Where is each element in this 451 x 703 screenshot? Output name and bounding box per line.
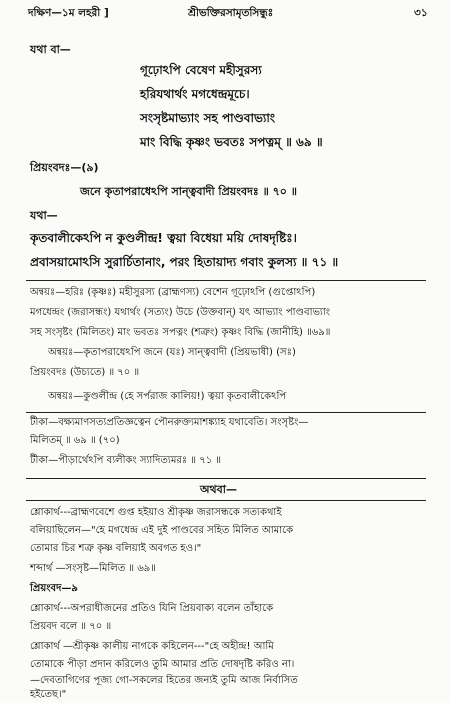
translation-line: প্রিয়ংবদ—৯ [30,583,78,594]
translation-line: শ্লোকার্থ---অপরাধীজনের প্রতিও যিনি প্রিয়বাক্য বলেন তাঁহাকে [30,603,274,614]
tika-line: টীকা—বক্ষ্যমাণসত্যপ্রতিজ্ঞত্বেন পৌনরুক্ত্যমাশঙ্ক্যাহ যথাবেতি। সংসৃষ্টং— [30,417,309,428]
translation-line: শ্লোকার্থ---ব্রাহ্মণবেশে গুপ্ত হইয়াও শ্রীকৃষ্ণ জরাসন্ধকে সত্যকথাই [30,507,282,518]
divider [26,280,426,281]
verse-line: গূঢ়োঽপি বেষেণ মহীসুরস্য [140,63,262,77]
translation-line: বলিয়াছিলেন—"হে মগধেন্দ্র এই দুই পাণ্ডবের সহিত মিলিত আমাকে [30,525,294,536]
verse-line: কৃতবালীকেঽপি ন কুণ্ডলীন্দ্র! ত্বয়া বিধেয়া ময়ি দোষদৃষ্টিঃ। [30,231,297,245]
page-number: ৩১ [414,7,428,19]
section-heading: প্রিয়ংবদঃ—(৯) [30,161,99,174]
book-title: শ্রীভক্তিরসামৃতসিন্ধুঃ [188,7,274,19]
anvaya-line: অন্বয়ঃ—কৃতাপরাধেঽপি জনে (যঃ) সান্ত্ববাদী (প্রিয়ভাষী) (সঃ) [48,347,296,358]
translation-line: প্রিয়বদ বলে ॥ ৭০ ॥ [30,621,112,632]
tika-line: মিলিতম্ ॥ ৬৯ ॥ (৭০) [30,435,120,446]
anvaya-line: সহ সংসৃষ্টং (মিলিতং) মাং ভবতঃ সপত্নং (শত্রুং) কৃষ্ণং বিদ্ধি (জানীহি) ॥৬৯॥ [30,327,331,338]
translation-line: —দেবতাগিণের পূজ্য গো-সকলের হিতের জন্যই তুমি আজ নির্বাসিত [30,675,298,686]
anvaya-line: অন্বয়ঃ—কুণ্ডলীন্দ্র (হে সর্পরাজ কালিয়!) ত্বয়া কৃতবালীকেঽপি [48,391,287,402]
verse-line: সংসৃষ্টমাভ্যাং সহ পাণ্ডবাভ্যাং [140,111,276,125]
section-heading: অথবা— [200,483,237,496]
verse-line: হরিযথার্থং মগধেন্দ্রমূচে। [140,87,250,101]
translation-line: তোমাকে পীড়া প্রদান করিলেও তুমি আমার প্রতি দোষদৃষ্টি করিও না। [30,659,295,670]
divider [26,500,426,501]
anvaya-line: মগধেন্দ্রং (জরাসন্ধং) যথার্থং (সত্যং) উচে (উক্তবান্) যৎ আভ্যাং পাণ্ডবাভ্যাং [30,307,331,318]
divider [26,478,426,479]
translation-line: তোমার চির শত্রু কৃষ্ণ বলিয়াই অবগত হও।" [30,543,202,554]
tika-line: টীকা—পীড়ার্থেঽপি ব্যলীকং স্যাদিত্যমরঃ ॥ ৭১ ॥ [30,455,222,466]
anvaya-line: প্রিয়ংবদঃ (উচ্যতে) ॥ ৭০ ॥ [30,367,140,378]
verse-line: মাং বিদ্ধি কৃষ্ণং ভবতঃ সপত্নম্ ॥ ৬৯ ॥ [140,135,323,149]
verse-intro: যথা— [30,209,58,222]
verse-line: জনে কৃতাপরাধেঽপি সান্ত্ববাদী প্রিয়ংবদঃ ॥ ৭০ ॥ [80,185,298,198]
divider [26,412,426,413]
chapter-label: দক্ষিণ—১ম লহরী ] [28,7,109,19]
anvaya-line: অন্বয়ঃ—হরিঃ (কৃষ্ণঃ) মহীসুরস্য (ব্রাহ্মণস্য) বেশেন গূঢ়োঽপি (গুপ্তোঽপি) [30,287,316,298]
translation-line: হইতেছ।" [30,689,67,700]
verse-intro: যথা বা— [30,43,71,56]
verse-line: প্রবাসয়ামোঽসি সুরার্চিতানাং, পরং হিতায়াদ্য গবাং কুলস্য ॥ ৭১ ॥ [30,255,339,269]
translation-line: শব্দার্থ —সংসৃষ্ট—মিলিত ॥ ৬৯॥ [30,563,156,574]
translation-line: শ্লোকার্থ —শ্রীকৃষ্ণ কালীয় নাগকে কহিলেন---"হে অহীন্দ্র! আমি [30,641,274,652]
